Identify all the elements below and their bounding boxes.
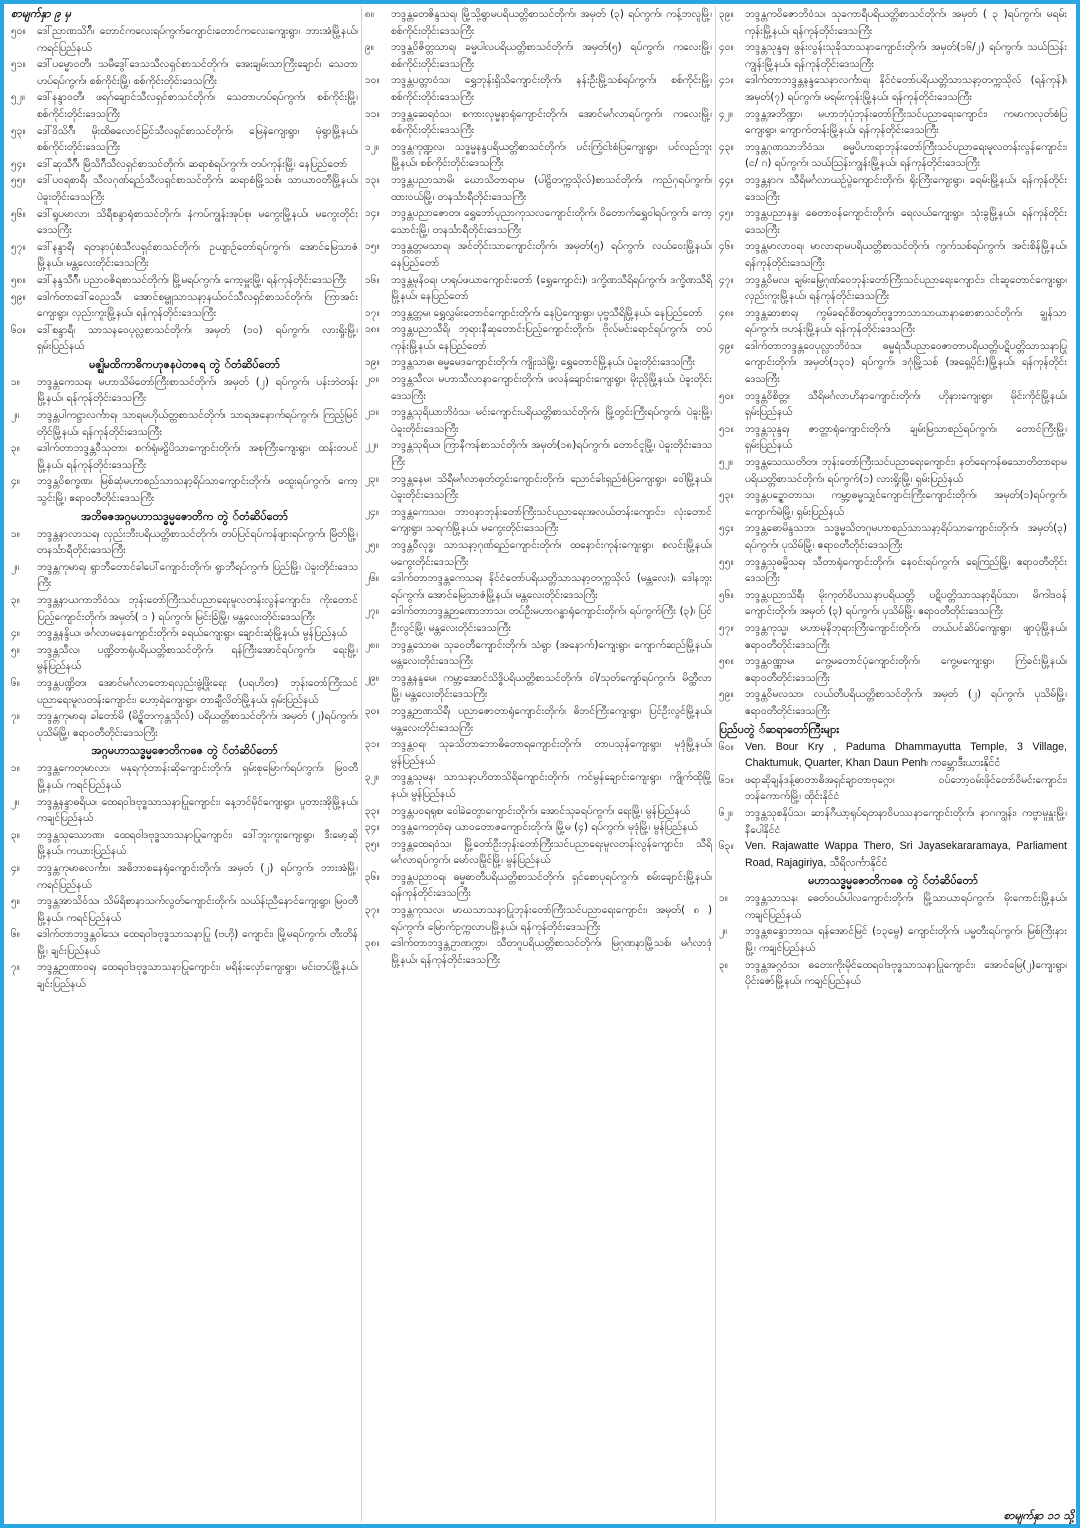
item-text: ဒေါက်တာဘဒ္ဒန္တနန္ဒသေနာလင်္ကာရ၊ နိုင်ငံတော်ပရိယတ္တိသာသနာ့တက္ကသိုလ် (ရန်ကုန်)၊ အမှတ်(၇) ရပ်ကွက်၊ မရမ်းကုန်းမြို့နယ်၊ ရန်ကုန်တိုင်းဒေသကြီး	[745, 74, 1067, 103]
list-item	[11, 374, 358, 407]
item-number: ၂၀။	[365, 373, 379, 386]
item-number: ၅၃။	[719, 489, 734, 502]
item-number: ၂၅။	[365, 539, 379, 551]
item-text: ဘဒ္ဒန္တသုန္ဒရ၊ ဖွန်းလွန်းသုခိုသာသနာကျောင်းတိုက်၊ အမှတ်(၁၆/၂) ရပ်ကွက်၊ သယ်ဩန်းကျွန်းမြို့နယ်၊ ရန်ကုန်တိုင်းဒေသကြီး	[745, 41, 1067, 70]
item-text: ဘဒ္ဒန္တပညာနန္ဒ၊ ဓေတာဝန်ကျောင်းတိုက်၊ ရေလယ်ကျေးရွာ၊ သုံးခွမြို့နယ်၊ ရန်ကုန်တိုင်းဒေသကြီး	[745, 207, 1067, 236]
list-item	[365, 902, 712, 935]
list-item	[365, 72, 712, 105]
item-number: ၅၅။	[11, 174, 26, 187]
item-text: ဘဒ္ဒန္တသုရိယာဘိဝံသ၊ မင်းကျောင်းပရိယတ္တိစာသင်တိုက်၊ မြို့တွင်းကြီးရပ်ကွက်၊ ပဲခူးမြို့၊ ပဲခူးတိုင်းဒေသကြီး	[391, 406, 712, 435]
item-text: ဒေါက်တာဘဒ္ဒန္တဝါသေ၊ ထေရဝါဒဗုဒ္ဓသာသနာပြု (ဗဟို) ကျောင်း၊ မြို့မရပ်ကွက်၊ တီးတိန်မြို့၊ ချင်းပြည်နယ်	[37, 928, 358, 957]
list-item	[11, 440, 358, 473]
list-item	[11, 272, 358, 289]
item-text: ဒေါက်တာဘဒ္ဒန္တဝေပုလ္လာဘိဝံသ၊ ဓမ္မရံသီပညာဝေဇာတာပရိယတ္တိပဋိပတ္တိသာသနာပြုကျောင်းတိုက်၊ အမှတ်(၁၃၁) ရပ်ကွက်၊ ဒဂုံမြို့သစ် (အရှေ့ပိုင်း)မြို့နယ်၊ ရန်ကုန်တိုင်းဒေသကြီး	[745, 339, 1067, 386]
item-number: ၇။	[11, 710, 20, 723]
list-item	[719, 838, 1067, 871]
item-number: ၁၇။	[365, 306, 380, 319]
list-item	[11, 559, 358, 592]
list-item	[719, 39, 1067, 72]
item-number: ၄၈။	[719, 306, 734, 319]
item-number: ၃၄။	[365, 821, 380, 834]
item-text: ဘဒ္ဒန္တသောဓ၊ သုခဝတီကျောင်းတိုက်၊ သံရွာ (အနောက်)ကျေးရွာ၊ ကျောက်ဆည်မြို့နယ်၊ မန္တလေးတိုင်းဒေသကြီး	[391, 638, 712, 668]
item-number: ၆။	[11, 676, 20, 689]
item-text: ဘဒ္ဒန္တဝိဇိတ္တသာရ၊ ခမ္မပါလပရိယတ္တိစာသင်တိုက်၊ အမှတ်(၅) ရပ်ကွက်၊ ကလေးမြို့၊ စစ်ကိုင်းတိုင်းဒေသကြီး	[391, 41, 712, 70]
list-item	[719, 554, 1067, 587]
item-text: ဘဒ္ဒန္တပတ္တာဝံသ၊ ရွှေဘုန်းရှိသိကျောင်းတိုက်၊ နန်းဦးမြို့သစ်ရပ်ကွက်၊ စစ်ကိုင်းမြို့၊ စစ်ကိုင်းတိုင်းဒေသကြီး	[391, 74, 712, 103]
item-number: ၄၆။	[719, 240, 734, 253]
page-border-top	[0, 0, 1080, 4]
document-page	[8, 6, 1072, 1522]
list-item	[365, 205, 712, 238]
item-number: ၄၂။	[719, 107, 733, 120]
item-number: ၅၂။	[719, 456, 733, 469]
list-item	[11, 794, 358, 827]
item-text: ဘဒ္ဒန္တဉာဏသိရီ၊ ပညာဇောတာရုံကျောင်းတိုက်၊ ဓိဘင်ကြီးကျေးရွာ၊ ပြင်ဦးလွင်မြို့နယ်၊ မန္တလေးတိုင်းဒေသကြီး	[391, 704, 712, 734]
item-text: ဘဒ္ဒန္တကုဏ္ဍလ၊ သဒ္ဓမ္မနန္ဒပရိယတ္တိစာသင်တိုက်၊ ပင်းကြံ့ငါးစံပြကျေးရွာ၊ ပင်လည်ဘူးမြို့နယ်၊ စစ်ကိုင်းတိုင်းဒေသကြီး	[391, 140, 712, 170]
item-number: ၂၁။	[365, 406, 379, 419]
item-number: ၃၁။	[365, 738, 380, 751]
item-text: ဘဒ္ဒန္တဝိစက္ခဏ၊ မြစ်ဆုံမဟာစည်သာသနာ့ရိပ်သာကျောင်းတိုက်၊ ဖထူးရပ်ကွက်၊ ကော့သွင်းမြို့၊ ဧရာဝတီတိုင်းဒေသကြီး	[37, 475, 358, 505]
item-number: ၃။	[11, 594, 20, 606]
item-text: ဘဒ္ဒန္တဝီလုဒ္ဓ၊ သာသနာ့ဂုဏ်ရည်ကျောင်းတိုက်၊ ထနောင်းကုန်းကျေးရွာ၊ စလင်းမြို့နယ်၊ မကွေးတိုင်းဒေသကြီး	[391, 539, 712, 568]
item-text: ဒေါက်တာဘဒ္ဒန္တဥာဏက္ကာ၊ သီတဂူပရိယတ္တိစာသင်တိုက်၊ မြဂုဏနာမြို့သစ်၊ မင်္ဂလာဒုံမြို့နယ်၊ ရန်ကုန်တိုင်းဒေသကြီး	[391, 937, 712, 966]
list-item	[11, 592, 358, 625]
list-item	[11, 239, 358, 272]
item-text: ဘဒ္ဒန္တပညာဇောတ၊ ရွှေဘော်ပုညာကုသလကျောင်းတိုက်၊ ဝိတောက်ရွှေဝါရပ်ကွက်၊ ကော့သောင်းမြို့၊ တနင်္သာရီတိုင်းဒေသကြီး	[391, 207, 712, 236]
item-text: ဒေါ်ဆုသီဂ်ီ၊ မြိသိဂ်ီသီလရှင်စာသင်တိုက်၊ ဆရာစံရပ်ကွက်၊ တပ်ကုန်းမြို့၊ နေပြည်တော်	[37, 157, 348, 170]
list-item	[719, 388, 1067, 421]
item-text: ဘဒ္ဒန္တပါကဋ္ဌာလင်္ကာရ၊ သာရမဟိုယ်တ္တစာသင်တိုက်၊ သာရအနောက်ရပ်ကွက်၊ ကြည့်မြင်တိုင်မြို့နယ်၊ ရန်ကုန်တိုင်းဒေသကြီး	[37, 409, 358, 438]
item-number: ၆၂။	[719, 806, 733, 819]
page-border-bottom	[0, 1524, 1080, 1528]
list-item	[365, 354, 712, 371]
item-number: ၁။	[11, 527, 20, 540]
list-item	[365, 670, 712, 703]
item-number: ၅၂။	[11, 91, 25, 104]
page-border-right	[1076, 0, 1080, 1528]
list-item	[11, 760, 358, 793]
page-continues-to: စာမျက်နှာ ၁၁ သို့	[1003, 1509, 1074, 1522]
list-item	[11, 708, 358, 741]
item-number: ၁၅။	[365, 240, 380, 253]
column-middle	[362, 6, 716, 1522]
item-text: ဘဒ္ဒန္တပညာသာမိ၊ ဃောသိတာရာမ (ပါဠိတက္ကသိုလ်)စာသင်တိုက်၊ ကည်ဂုရပ်ကွက်၊ ထားဝယ်မြို့၊ တနင်္သာရီတိုင်းဒေသကြီး	[391, 173, 712, 203]
item-number: ၅၄။	[719, 522, 734, 535]
list-item	[719, 890, 1067, 923]
item-text: ဘဒ္ဒန္တကုမာဓလင်္ကာ၊ အဓိဘာစနေရုံကျောင်းတိုက်၊ အမှတ် (၂) ရပ်ကွက်၊ ဘားအံမြို့၊ ကရင်ပြည်နယ်	[37, 861, 358, 891]
list-item	[365, 106, 712, 139]
list-item	[365, 836, 712, 869]
list-item	[365, 321, 712, 354]
item-number: ၁။	[719, 892, 728, 905]
list-item	[365, 6, 712, 39]
item-number: ၂။	[719, 925, 728, 938]
entry-list	[719, 6, 1067, 720]
list-item	[11, 156, 358, 173]
item-text: Ven. Bour Kry , Paduma Dhammayutta Temple, 3 Village, Chaktumuk, Quarter, Khan Daun Penh၊ ကမ္ဘောဒီးယားနိုင်ငံ	[745, 740, 1067, 770]
list-item	[11, 289, 358, 322]
list-item	[719, 238, 1067, 271]
item-text: ဘဒ္ဒန္တကုမာရ၊ ခါတော်မိ (မိဥ္ဇိတကုန္တသိုလ်) ပရိယတ္တိစာသင်တိုက်၊ အမှတ် (၂)ရပ်ကွက်၊ ပုသိမ်မြို့၊ ဧရာဝတီတိုင်းဒေသကြီး	[37, 710, 358, 739]
item-text: ဘဒ္ဒန္တပဥ္ဇောတာသ၊ ကမ္ဘာ့ဓမ္မသျှင်ကျောင်းကြီးကျောင်းတိုက်၊ အမှတ်(၁)ရပ်ကွက်၊ ကျောက်မဲမြို့၊ ရှမ်းပြည်နယ်	[745, 489, 1067, 518]
item-text: ဘဒ္ဒန္တပညာသိရီ၊ မိုးကုတ်ဝိပဿနာပရိယတ္တိ ပဋိပတ္တိသာသနာ့ရိပ်သာ၊ မိကါဒဝန်ကျောင်းတိုက်၊ အမှတ် (၃) ရပ်ကွက်၊ ပုသိမ်မြို့၊ ဧရာဝတီတိုင်းဒေသကြီး	[745, 588, 1067, 618]
item-number: ၅။	[11, 643, 20, 656]
item-number: ၅၇။	[719, 621, 734, 634]
list-item	[719, 487, 1067, 520]
list-item	[11, 206, 358, 239]
list-item	[365, 769, 712, 802]
list-item	[719, 805, 1067, 838]
list-item	[365, 537, 712, 570]
item-text: ဘဒ္ဒန္တသုရိယ၊ ကြာနီကန်စာသင်တိုက်၊ အမှတ်(၁၈)ရပ်ကွက်၊ တောင်ငူမြို့၊ ပဲခူးတိုင်းဒေသကြီး	[391, 439, 712, 469]
item-text: ဒေါက်တာဘဒ္ဒန္တကေသရ၊ နိုင်ငံတော်ပရိယတ္တိသာသနာ့တက္ကသိုလ် (မန္တလေး)၊ ဒေါနဘူးရပ်ကွက်၊ အောင်မြေသာဇံမြို့နယ်၊ မန္တလေးတိုင်းဒေသကြီး	[391, 572, 712, 601]
list-item	[11, 893, 358, 926]
list-item	[365, 504, 712, 537]
item-text: ဘဒ္ဒန္တကုသ္မ၊ မဟာမုနိဘုရားကြီးကျောင်းတိုက်၊ တယ်ပင်ဆိပ်ကျေးရွာ၊ ဖျာပုံမြို့နယ်၊ ဧရာဝတီတိုင်းဒေသကြီး	[745, 621, 1067, 651]
entry-list	[11, 526, 358, 742]
list-item	[719, 139, 1067, 172]
list-item	[365, 139, 712, 172]
item-number: ၆၀။	[11, 323, 26, 336]
list-item	[11, 625, 358, 642]
item-text: ဘဒ္ဒန္တသုစနိုပ်သ၊ ဆာန်ဂီယာ့ရုပ်ရတနာဝိပဿနာကျောင်းတိုက်၊ နာဂကျွန်း၊ ကဗ္ဗာမှုနှူးမြို့၊ နီပေါနိုင်ငံ	[745, 806, 1067, 836]
list-item	[719, 205, 1067, 238]
item-text: ဒေါ်ပဝရစာရီ၊ သီလဂုဏ်ရည်သီလရှင်စာသင်တိုက်၊ ဆရာစံမြို့သစ်၊ သာယာဝတီမြို့နယ်၊ ပဲခူးတိုင်းဒေသကြီး	[37, 174, 358, 203]
list-item	[11, 89, 358, 122]
list-item	[365, 404, 712, 437]
item-number: ၄၃။	[719, 140, 734, 153]
item-number: ၁၆။	[365, 273, 380, 286]
item-text: ဒေါ်ရူပမာလာ၊ သိရီစန္ဒာရုံစာသင်တိုက်၊ နံကပ်ကျွန်းအုပ်စု၊ မကွေးမြို့နယ်၊ မကွေးတိုင်းဒေသကြီး	[37, 207, 358, 237]
item-number: ၁၄။	[365, 207, 380, 220]
list-item	[719, 72, 1067, 105]
entry-list	[11, 23, 358, 355]
item-number: ၅၉။	[11, 290, 26, 303]
item-text: ဘဒ္ဒန္တသုဓမ္မိသရ၊ သီတာရုံကျောင်းတိုက်၊ နေဝင်းရပ်ကွက်၊ ရေကြည်မြို့၊ ဧရာဝတီတိုင်းဒေသကြီး	[745, 555, 1067, 585]
item-number: ၄။	[11, 627, 20, 640]
item-number: ၄၉။	[719, 339, 734, 352]
list-item	[719, 772, 1067, 805]
section-heading: မဇ္ဈိမထိကာဓိကဟုဇနပဲတဇရ တွဲ ်တံဆိပ်တော်	[89, 357, 280, 371]
item-text: ဘဒ္ဒန္တမာလာဝရ၊ မာလာရာမပရိယတ္တိစာသင်တိုက်၊ ကွက်သစ်ရပ်ကွက်၊ အင်းစိန်မြို့နယ်၊ ရန်ကုန်တိုင်းဒေသကြီး	[745, 240, 1067, 269]
item-text: ဘဒ္ဒန္တဝိစိတ္တ၊ သီရိမင်္ဂလာဟိနာကျောင်းတိုက်၊ ဟိုနားကျေးရွာ၊ မိုင်းကိုင်မြို့နယ်၊ ရှမ်းပြည်နယ်	[745, 389, 1067, 419]
list-item	[719, 686, 1067, 719]
item-number: ၄။	[11, 475, 20, 488]
item-text: ဘဒ္ဒန္တသီလ၊ ပဏ္ဍိတာရုံပရိယတ္တိစာသင်တိုက်၊ ရန်ကြီးအောင်ရပ်ကွက်၊ ရေးမြို့၊ မွန်ပြည်နယ်	[37, 643, 358, 673]
list-item	[719, 923, 1067, 956]
list-item	[11, 23, 358, 56]
item-text: ဘဒ္ဒန္တပဝရရုစ၊ ဝေါခဲတွောကျောင်းတိုက်၊ အောင်သုခရပ်ကွက်၊ ရေးမြို့၊ မွန်ပြည်နယ်	[391, 804, 690, 817]
item-number: ၂။	[11, 409, 20, 422]
item-text: ဘဒ္ဒန္တဝိမလ၊ ချမ်းမြေ့ဂုဏ်ဝေဘုန်းတော်ကြီးသင်ပညာရေးကျောင်း၊ ငါးဆူတောင်ကျေးရွာ၊ လှည်းကူးမြို့နယ်၊ ရန်ကုန်တိုင်းဒေသကြီး	[745, 273, 1067, 303]
list-item	[11, 407, 358, 440]
item-number: ၁၁။	[365, 107, 380, 120]
item-text: ဘဒ္ဒန္တနန္ဒာဓရိယ၊ ထေရဝါဒဗုဒ္ဓသာသနာပြုကျောင်း၊ နေ့ဘင်မိုင်ကျေးရွာ၊ ပူတားအိုမြို့နယ်၊ ကချင်ပြည်နယ်	[37, 795, 358, 825]
item-text: ဒေါ်ဝိသိဂ်ီ၊ မိုးထိဓလောင်ခြင်သီလရှင်စာသင်တိုက်၊ မြေနဲကျေးရွာ၊ မုံရွာမြို့နယ်၊ စစ်ကိုင်းတိုင်းဒေသကြီး	[37, 124, 358, 154]
item-number: ၂၃။	[365, 472, 379, 485]
entry-list	[11, 374, 358, 507]
item-number: ၇။	[11, 961, 20, 974]
item-number: ၈။	[365, 8, 374, 20]
item-number: ၂၉။	[365, 671, 379, 684]
item-text: ဘဒ္ဒန္တသုန္ဒရ၊ ဇာတ္တာရုံကျောင်းတိုက်၊ ချမ်းမြသာစည်ရပ်ကွက်၊ တောင်ကြီးမြို့၊ ရှမ်းပြည်နယ်	[745, 422, 1067, 452]
item-text: ဘဒ္ဒန္တဝိမလသာ၊ လယ်တီပရိယတ္တိစာသင်တိုက်၊ အမှတ် (၂) ရပ်ကွက်၊ ပုသိမ်မြို့၊ ဧရာဝတီတိုင်းဒေသကြီး	[745, 688, 1067, 717]
column-right	[716, 6, 1070, 1522]
item-number: ၆။	[11, 928, 20, 941]
item-text: ဘဒ္ဒန္တဆာစာရ၊ ကွမ်ခရင်စိတရုတ်ဗုဒ္ဓဘာသာသာယာနာစောစာသင်တိုက်၊ ချွန်သာရပ်ကွက်၊ ဗဟန်းမြို့နယ်၊ ရန်ကုန်တိုင်းဒေသကြီး	[745, 306, 1067, 336]
item-number: ၅၁။	[719, 422, 734, 435]
item-text: ဘဒ္ဒန္တပဏ္ဍိတ၊ အောင်မင်္ဂလာတောရလှည်းဖွံ့ဖြိုးရေး (ပရဟိတ) ဘုန်းတော်ကြီးသင်ပညာရေးမူလတန်းကျောင်း၊ ဟော့ရဲကျေးရွာ၊ တာချီလိတ်မြို့နယ်၊ ရှမ်းပြည်နယ်	[37, 676, 358, 706]
item-text: ဘဒ္ဒန္တဝဏ္ဏာမ၊ ကွေ့မတောင်ပုံကျောင်းတိုက်၊ ကွေ့မကျေးရွာ၊ ကြံခင်းမြို့နယ်၊ ဧရာဝတီတိုင်းဒေသကြီး	[745, 655, 1067, 684]
item-text: ဒေါက်တာဘဒ္ဒန္တဝီသုတာ၊ စက်ရုံမဠိပိသာကျောင်းတိုက်၊ အစုကြီးကျေးရွာ၊ ထန်းတပင်မြို့နယ်၊ ရန်ကုန်တိုင်းဒေသကြီး	[37, 442, 358, 471]
item-text: ဘဒ္ဒန္တစန္ဒောဘာသ၊ ရန်အောင်မြင် (၁၃မွေ) ကျောင်းတိုက်၊ ပမ္မတီးရပ်ကွက်၊ မြစ်ကြီးနားမြို့၊ ကချင်ပြည်နယ်	[745, 925, 1067, 955]
section-heading: အဂ္ဂမဟာသဒ္ဓမ္မဇောတိကဓဇ တွဲ ်တံဆိပ်တော်	[91, 744, 278, 758]
item-number: ၃။	[11, 442, 20, 455]
item-text: ဒေါက်တာဘဒ္ဒန္တဉာဏောဘာသ၊ တပ်ဦးမဟာဂန္ဓာရုံကျောင်းတိုက်၊ ရပ်ကွက်ကြီး (၃)၊ ပြင်ဦးလွင်မြို့၊ မန္တလေးတိုင်းဒေသကြီး	[391, 605, 712, 634]
list-item	[11, 322, 358, 355]
item-text: ဘဒ္ဒန္တသုဿောဏ၊ ထေရဝါဒဗုဒ္ဓသာသနာပြုကျောင်း၊ ဒေါ်ဘူးကူးကျေးရွာ၊ ဒီးမော့ဆိုမြို့နယ်၊ ကယားပြည်နယ်	[37, 828, 358, 858]
item-number: ၄။	[11, 861, 20, 874]
list-item	[719, 653, 1067, 686]
list-item	[11, 959, 358, 992]
item-text: ဘဒ္ဒန္တကုမာရ၊ ရွာဘီတောင်ခါပေါ်ကျောင်းတိုက်၊ ရွာဘီရပ်ကွက်၊ ပြည်မြို့၊ ပဲခူးတိုင်းဒေသကြီး	[37, 560, 358, 590]
item-text: ဘဒ္ဒန္တဂုဏသာဘိဝံသ၊ ဓမ္မပိဟာရာဘုန်းတော်ကြီးသင်ပညာရေးမူလတန်းလွန်ကျောင်း၊ (င/ ဂ) ရပ်ကွက်၊ သယ်ဩန်းကျွန်းမြို့နယ်၊ ရန်ကုန်တိုင်းဒေသကြီး	[745, 140, 1067, 170]
list-item	[11, 473, 358, 506]
item-text: ဘဒ္ဒန္တပညာဝရ၊ ဓမ္မဓာတီပရိယတ္တိစာသင်တိုက်၊ ရှင်စောပုရပ်ကွက်၊ စမ်းချောင်းမြို့နယ်၊ ရန်ကုန်တိုင်းဒေသကြီး	[391, 870, 712, 900]
item-number: ၅၅။	[719, 555, 734, 568]
item-number: ၅၄။	[11, 157, 26, 170]
list-item	[365, 39, 712, 72]
list-item	[365, 803, 712, 820]
item-number: ၄၄။	[719, 173, 734, 186]
item-number: ၄၁။	[719, 74, 734, 87]
item-number: ၆၁။	[719, 773, 734, 786]
list-item	[11, 526, 358, 559]
item-text: ဘဒ္ဒန္တနာဂ၊ သီရိမင်္ဂလာယဉ်ပွဲကျောင်းတိုက်၊ ရိုးကြီးကျေးရွာ၊ ခရမ်းမြို့နယ်၊ ရန်ကုန်တိုင်းဒေသကြီး	[745, 173, 1067, 203]
item-number: ၁၀။	[365, 74, 380, 87]
item-text: ဘဒ္ဒန္တသုမန၊ သာသနာ့ဟိတာသိရိကျောင်းတိုက်၊ ကင်မွန်ချောင်းကျေးရွာ၊ ကျိုက်ထိုမြို့နယ်၊ မွန်ပြည်နယ်	[391, 771, 712, 800]
item-number: ၆၀။	[719, 740, 734, 753]
list-item	[11, 926, 358, 959]
list-item	[365, 869, 712, 902]
entry-list	[719, 739, 1067, 872]
list-item	[365, 703, 712, 736]
list-item	[719, 587, 1067, 620]
item-number: ၁၈။	[365, 323, 380, 336]
list-item	[365, 570, 712, 603]
item-text: ဘဒ္ဒန္တနန္ဒမေ၊ ကမ္ဘာ့အောင်သိဒ္ဓိပရိယတ္တိစာသင်တိုက်၊ ဝါ/သုတ်ကျော်ရပ်ကွက်၊ မိတ္ထီလာမြို့၊ မန္တလေးတိုင်းဒေသကြီး	[391, 671, 712, 701]
list-item	[719, 520, 1067, 553]
page-border-left	[0, 0, 4, 1528]
section-heading: ပြည်ပတွဲ ်ဆရာတော်ကြီးများ	[719, 722, 840, 736]
item-number: ၃။	[11, 828, 20, 841]
column-left	[8, 6, 362, 1522]
list-item	[719, 957, 1067, 990]
item-number: ၆၃။	[719, 840, 734, 853]
list-item	[719, 454, 1067, 487]
item-number: ၅၈။	[719, 655, 734, 668]
list-item	[11, 56, 358, 89]
item-number: ၃၅။	[365, 837, 380, 850]
item-text: ဘဒ္ဒန္တအာသိဝ်သ၊ သိမ်ရိစာနာသက်လွတ်ကျောင်းတိုက်၊ သယ်န်းညီနောင်ကျေးရွာ၊ မြဝတီမြို့နယ်၊ ကရင်ပြည်နယ်	[37, 895, 358, 924]
item-number: ၃၀။	[365, 704, 380, 717]
list-item	[365, 637, 712, 670]
item-number: ၉။	[365, 41, 374, 54]
item-number: ၂၂။	[365, 439, 379, 452]
item-text: ဘဒ္ဒန္တနေမ၊ သိရီမင်္ဂလာဓုတ်တွင်းကျောင်းတိုက်၊ ညောင်ခါးရှည်စံပြကျေးရွာ၊ ဝေါမြို့နယ်၊ ပဲခူးတိုင်းဒေသကြီး	[391, 472, 712, 502]
item-text: ဘဒ္ဒန္တနန္ဒိယ၊ ဖင်္ဂလာမနေကျောင်းတိုက်၊ ခရယ်ကျေးရွာ၊ ချောင်းဆုံမြို့နယ်၊ မွန်ပြည်နယ်	[37, 627, 347, 640]
item-text: ဘဒ္ဒန္တနာလာသရ၊ လှည်းဘီးပရိယတ္တိစာသင်တိုက်၊ တပ်ပြင်ရပ်ကန်ဖျားရပ်ကွက်၊ မြိတ်မြို့၊ တနင်္သာရီတိုင်းဒေသကြီး	[37, 527, 358, 557]
list-item	[365, 305, 712, 322]
item-text: ဒေါ်နန္ဒာဝတီ၊ ဖရဂ်ချောင်သီလရှင်စာသင်တိုက်၊ သေတာဟပ်ရပ်ကွက်၊ စစ်ကိုင်းမြို့၊ စစ်ကိုင်းတိုင်းဒေသကြီး	[37, 91, 358, 120]
list-item	[719, 272, 1067, 305]
item-number: ၂၆။	[365, 572, 379, 585]
list-item	[365, 471, 712, 504]
item-number: ၃။	[719, 958, 728, 971]
item-text: Ven. Rajawatte Wappa Thero, Sri Jayasekararamaya, Parliament Road, Rajagiriya, သီရိလင်္ကာနိုင်ငံ	[745, 840, 1067, 869]
item-text: ဘဒ္ဒန္တနာယကာဘိဝံသ၊ ဘုန်းတော်ကြီးသင်ပညာရေးမူလတန်းလွန်ကျောင်း၊ ကိုးတောင်ပြည့်ကျောင်းတိုက်၊ အမှတ်( ၁ ) ရပ်ကွက်၊ မြင်းခြံမြို့၊ မန္တလေးတိုင်းဒေသကြီး	[37, 594, 358, 623]
item-number: ၃၆။	[365, 870, 380, 883]
item-number: ၂။	[11, 560, 20, 573]
item-text: ဘဒ္ဒန္တထေရဝံသ၊ မြို့တော်ဦးဘုန်းတော်ကြီးသင်ပညာရေးမူလတန်းလွန်ကျောင်း၊ သီရိမင်္ဂလာရပ်ကွက်၊ မော်လမြိုင်မြို့၊ မွန်ပြည်နယ်	[391, 837, 712, 867]
item-number: ၅၆။	[719, 588, 734, 601]
entry-list	[719, 890, 1067, 990]
item-number: ၁၉။	[365, 356, 380, 369]
item-number: ၅၉။	[719, 688, 734, 701]
item-text: ဘဒ္ဒန္တအဂ္ဂဝံသ၊ ဓတေးကိုးမိုင်ထေရဝါဒဗုဒ္ဓသာသနာပြုကျောင်း၊ အောင်မြေ(၂)ကျေးရွာ၊ ပိုင်းဇော်မြို့နယ်၊ ကချင်ပြည်နယ်	[745, 958, 1067, 988]
item-text: ဘဒ္ဒန္တကေသရ၊ မဟာသိမ်တော်ကြီးစာသင်တိုက်၊ အမှတ် (၂) ရပ်ကွက်၊ ပန်းဘဲတန်းမြို့နယ်၊ ရန်ကုန်တိုင်းဒေသကြီး	[37, 375, 358, 405]
item-text: ဘဒ္ဒန္တကဝိဇောဘိဝံသ၊ သုခကာရီပရိယတ္တိစာသင်တိုက်၊ အမှတ် ( ၃ )ရပ်ကွက်၊ မရမ်းကုန်းမြို့နယ်၊ ရန်ကုန်တိုင်းဒေသကြီး	[745, 8, 1067, 37]
list-item	[719, 172, 1067, 205]
list-item	[719, 305, 1067, 338]
item-text: ဒေါ်နန္ဒာရီ၊ ရတနာပုံစံသီလရှင်စာသင်တိုက်၊ ဥယျာဉ်တော်ရပ်ကွက်၊ အောင်မြေသာဇံမြို့နယ်၊ မန္တလေးတိုင်းဒေသကြီး	[37, 240, 358, 270]
list-item	[365, 603, 712, 636]
item-text: ဘဒ္ဒန္တမုနိဝရ၊ ဟရုပ်ဖယာကျောင်းတော် (ရွှေကျောင်း)၊ ဒက္ခိဏသီရိရပ်ကွက်၊ ဒက္ခိဏသီရိမြို့နယ်၊ နေပြည်တော်	[391, 273, 712, 303]
item-text: ဘဒ္ဒန္တပညာသီရိ၊ ဘုရားနီဆုတောင်းပြည့်ကျောင်းတိုက်၊ ဗိုလ်မင်းရောင်ရပ်ကွက်၊ တပ်ကုန်းမြို့နယ်၊ နေပြည်တော်	[391, 323, 712, 352]
list-item	[365, 736, 712, 769]
item-text: ဘဒ္ဒန္တသာသန၊ ဓေတ်ဝယ်ပါလကျောင်းတိုက်၊ မြို့သာယာရပ်ကွက်၊ မိုးကောင်းမြို့နယ်၊ ကချင်ပြည်နယ်	[745, 892, 1067, 921]
item-text: ဘဒ္ဒန္တတ္တမ၊ ရွှေလွှမ်းတောင်ကျောင်းတိုက်၊ နေပြဲကျေးရွာ၊ ပုဗ္ဗသီရိမြို့နယ်၊ နေပြည်တော်	[391, 306, 703, 319]
item-number: ၁၂။	[365, 140, 379, 153]
list-item	[719, 421, 1067, 454]
list-item	[719, 338, 1067, 388]
entry-list	[11, 760, 358, 992]
item-number: ၂၈။	[365, 638, 380, 651]
section-heading: အဘိဓဇအဂ္ဂမဟာသဒ္ဓမ္မဇောတိက တွဲ ်တံဆိပ်တော်	[81, 509, 288, 523]
item-number: ၄၅။	[719, 207, 734, 220]
item-text: ဖရာဆိုချန်ဒန့်ဓာတာဓိအရှင်ချာတာဗုဂ္ဂော၊ ဝပ်ဘော့ဝမ်းဖိုင်တော်ဝိမင်းကျောင်း၊ ဘန်ကောက်မြို့၊ ထိုင်းနိုင်ငံ	[745, 773, 1067, 803]
item-text: ဘဒ္ဒန္တဓောမိန္ဒသဘ၊ သဒ္ဓမ္မသိတဂူမဟာစည်သာသနာ့ရိပ်သာကျောင်းတိုက်၊ အမှတ်(၃) ရပ်ကွက်၊ ပုသိမ်မြို့၊ ဧရာဝတီတိုင်းဒေသကြီး	[745, 522, 1067, 551]
item-text: ဒေါ်စန္ဒာရီ၊ သာသနဝေပုလ္လစာသင်တိုက်၊ အမှတ် (၁၀) ရပ်ကွက်၊ လားရှိုးမြို့၊ ရှမ်းပြည်နယ်	[37, 323, 358, 353]
list-item	[719, 739, 1067, 772]
item-number: ၃၃။	[365, 804, 380, 817]
list-item	[365, 272, 712, 305]
list-item	[11, 642, 358, 675]
item-text: ဘဒ္ဒန္တသေဿတိတ၊ ဘုန်းတော်ကြီးသင်ပညာရေးကျောင်း၊ နတ်ရေကန်ဓသောတိတာရာမပရိယတ္တိစာသင်တိုက်၊ ရပ်ကွက်(၁) လားရှိုးမြို့၊ ရှမ်းပြည်နယ်	[745, 456, 1067, 485]
item-number: ၅၈။	[11, 273, 26, 286]
item-text: ဒေါ်ပမ္မောဝတီ၊ သမီဒွေါ်ဒေသသီလရှင်စာသင်တိုက်၊ အေးချမ်းသာကြီးချောင်၊ သေတာဟပ်ရပ်ကွက်၊ စစ်ကိုင်းမြို့၊ စစ်ကိုင်းတိုင်းဒေသကြီး	[37, 58, 358, 87]
item-text: ဘဒ္ဒန္တကေတုဝံရ၊ ယာဝတောဇကျောင်းတိုက်၊ မြို့မ (၄) ရပ်ကွက်၊ မုဒုံမြို့၊ မွန်ပြည်နယ်	[391, 821, 698, 834]
item-number: ၂။	[11, 795, 20, 808]
item-number: ၄၀။	[719, 41, 734, 54]
section-heading: မဟာသဒ္ဓမ္မဇောတိကဓဇ တွဲ ်တံဆိပ်တော်	[808, 874, 978, 888]
item-number: ၅၀။	[719, 389, 734, 402]
item-number: ၅၀။	[11, 25, 26, 37]
page-continued-from: စာမျက်နှာ ၉ မှ	[11, 7, 71, 20]
list-item	[719, 620, 1067, 653]
item-number: ၁။	[11, 762, 20, 775]
item-text: ဘဒ္ဒန္တကုသလ၊ မာဃသာသနာပြုဘုန်းတော်ကြီးသင်ပညာရေးကျောင်း၊ အမှတ်( ၈ ) ရပ်ကွက်၊ မြောက်ဥက္ကလာပမြို့နယ်၊ ရန်ကုန်တိုင်းဒေသကြီး	[391, 904, 712, 933]
list-item	[719, 106, 1067, 139]
list-item	[11, 123, 358, 156]
list-item	[365, 371, 712, 404]
item-number: ၅၃။	[11, 124, 26, 137]
list-item	[365, 238, 712, 271]
three-column-layout	[8, 6, 1072, 1522]
item-text: ဘဒ္ဒန္တကေသဝ၊ ဘာဝနာဘုန်းတော်ကြီးသင်ပညာရေးအလယ်တန်းကျောင်း၊ လုံးတောင်ကျေးရွာ၊ သရက်မြို့နယ်၊ မကွေးတိုင်းဒေသကြီး	[391, 505, 712, 535]
item-number: ၅၇။	[11, 240, 26, 253]
item-number: ၂၄။	[365, 505, 379, 518]
item-text: ဒေါ်နန္ဒသီဂ်ီ၊ ပညာဝဇိရစာသင်တိုက်၊ မြို့မရပ်ကွက်၊ ကော့မှူးမြို့၊ ရန်ကုန်တိုင်းဒေသကြီး	[37, 273, 347, 286]
list-item	[365, 172, 712, 205]
item-text: ဒေါက်တာဒေါ်ဝေညသီ၊ အောင်စမ္ဗူသာသနာ့နယ်ဝင်သီလရှင်စာသင်တိုက်၊ ကြာအင်းကျေးရွာ၊ လှည်းကူးမြို့နယ်၊ ရန်ကုန်တိုင်းဒေသကြီး	[37, 290, 358, 320]
item-number: ၃၇။	[365, 904, 380, 917]
item-number: ၃၂။	[365, 771, 379, 784]
item-text: ဒေါ်ညာဏသိဂ်ီ၊ တောင်ကလေးရပ်ကွက်ကျောင်းတောင်ကလေးကျေးရွာ၊ ဘားအံမြို့နယ်၊ ကရင်ပြည်နယ်	[37, 25, 358, 54]
item-number: ၅။	[11, 895, 20, 908]
list-item	[365, 935, 712, 968]
list-item	[11, 860, 358, 893]
item-text: ဘဒ္ဒန္တသီလ၊ မဟာသီလာနာကျောင်းတိုက်၊ ဖလန်ချောင်းကျေးရွာ၊ မိုးညိုမြို့နယ်၊ ပဲခူးတိုင်းဒေသကြီး	[391, 373, 712, 402]
item-text: ဘဒ္ဒန္တတ္တမသာရ၊ အင်တိုင်းသာကျောင်းတိုက်၊ အမှတ်(၅) ရပ်ကွက်၊ လယ်ဝေးမြို့နယ်၊ နေပြည်တော်	[391, 240, 712, 269]
item-text: ဘဒ္ဒန္တဝရ၊ သုခသိတာဘောဓိတောရကျောင်းတိုက်၊ တာပသုန်ကျေးရွာ၊ မုဒုံမြို့နယ်၊ မွန်ပြည်နယ်	[391, 738, 712, 767]
list-item	[365, 437, 712, 470]
item-text: ဘဒ္ဒန္တအဘိဏ္ဍာ၊ မဟာဘုံပုံဘုန်းတော်ကြီးသင်ပညာရေးကျောင်း၊ ကမာကလုတ်စံပြကျေးရွာ၊ ကျောက်တန်းမြို့နယ်၊ ရန်ကုန်တိုင်းဒေသကြီး	[745, 107, 1067, 137]
item-number: ၁။	[11, 375, 20, 388]
list-item	[11, 827, 358, 860]
item-number: ၁၃။	[365, 173, 380, 186]
list-item	[365, 819, 712, 836]
item-number: ၄၇။	[719, 273, 734, 286]
item-number: ၃၉။	[719, 8, 734, 20]
item-text: ဘဒ္ဒန္တသာဓ၊ ဓမ္မမေဒကျောင်းတိုက်၊ ကျိုးသဲမြို့၊ ရွှေတောင်မြို့နယ်၊ ပဲခူးတိုင်းဒေသကြီး	[391, 356, 696, 369]
list-item	[11, 675, 358, 708]
item-text: ဘဒ္ဒန္တဆေရဝံသ၊ စကားလုမ္မနာရုံကျောင်းတိုက်၊ အောင်မင်္ဂလာရပ်ကွက်၊ ကလေးမြို့၊ စစ်ကိုင်းတိုင်းဒေသကြီး	[391, 107, 712, 137]
list-item	[11, 172, 358, 205]
item-number: ၂၇။	[365, 605, 379, 618]
item-number: ၅၆။	[11, 207, 26, 220]
item-text: ဘဒ္ဒန္တကေတုမာလာ၊ မနုရကုံတာန်းဆိုကျောင်းတိုက်၊ ရှမ်းစုမြောက်ရပ်ကွက်၊ မြဝတီမြို့နယ်၊ ကရင်ပြည်နယ်	[37, 762, 358, 791]
item-text: ဘဒ္ဒန္တတေဇိန္ဒသရ၊ မြို့သို့ရွာမပရိယတ္တိစာသင်တိုက်၊ အမှတ် (၃) ရပ်ကွက်၊ ကန့်ဘလူမြို့၊ စစ်ကိုင်းတိုင်းဒေသကြီး	[391, 8, 712, 37]
item-text: ဘဒ္ဒန္တဉာဏာဝရ၊ ထေရဝါဒဗုဒ္ဓသာသနာပြုကျောင်း၊ မရိန်းလှော်ကျေးရွာ၊ မင်းတပ်မြို့နယ်၊ ချင်းပြည်နယ်	[37, 961, 358, 991]
item-number: ၅၁။	[11, 58, 26, 71]
list-item	[719, 6, 1067, 39]
entry-list	[365, 6, 712, 968]
item-number: ၃၈။	[365, 937, 380, 950]
